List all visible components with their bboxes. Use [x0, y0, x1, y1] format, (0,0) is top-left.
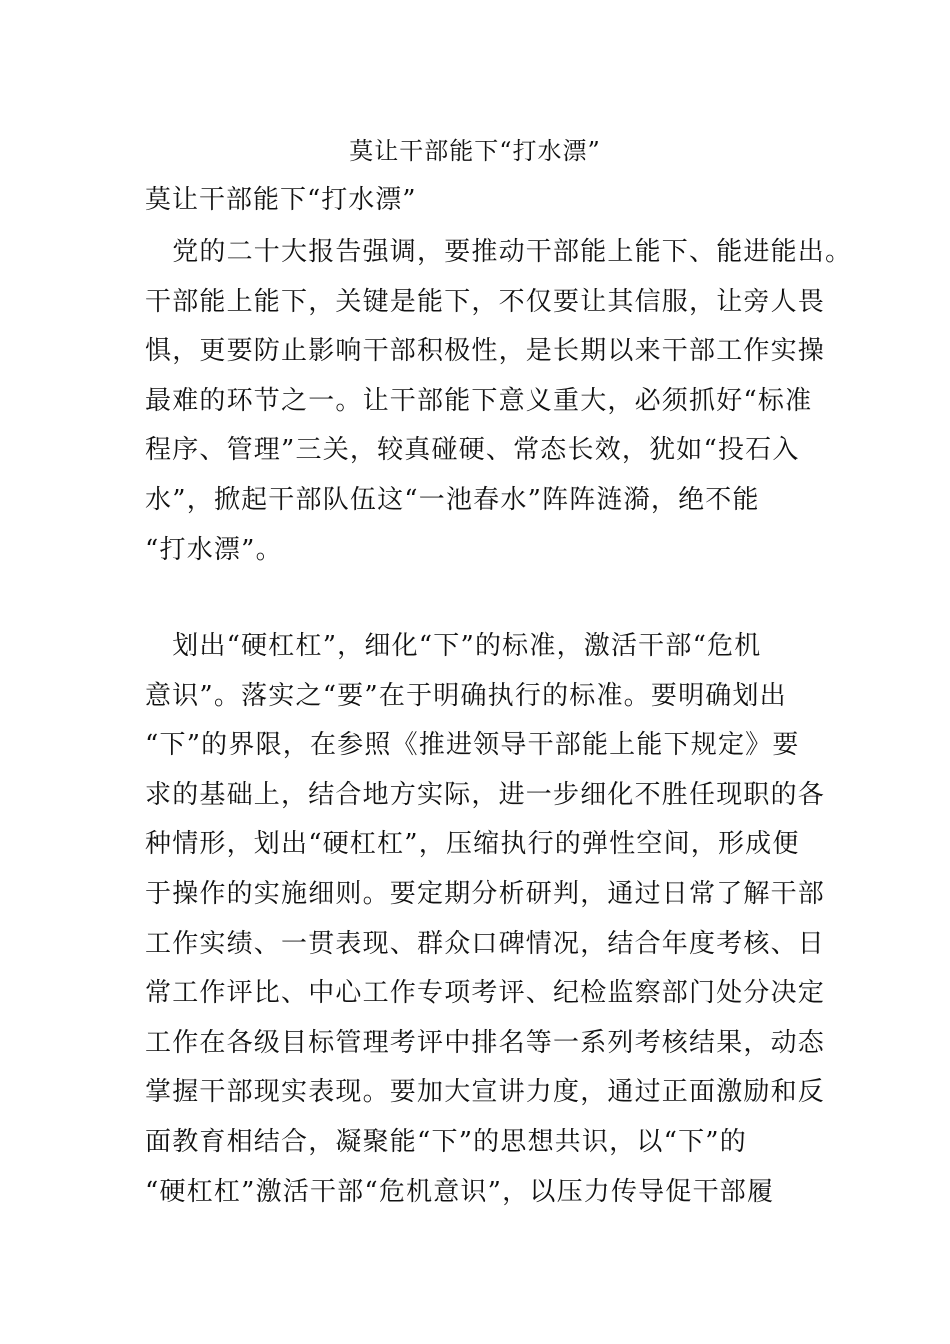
- paragraph-line: 干部能上能下，关键是能下，不仅要让其信服，让旁人畏: [145, 286, 826, 317]
- document-title: 莫让干部能下“打水漂”: [349, 137, 601, 165]
- paragraph-line: 划出“硬杠杠”，细化“下”的标准，激活干部“危机: [145, 631, 762, 661]
- paragraph-line: 工作实绩、一贯表现、群众口碑情况，结合年度考核、日: [145, 928, 826, 959]
- document-subtitle: 莫让干部能下“打水漂”: [145, 185, 417, 215]
- paragraph-line: 求的基础上，结合地方实际，进一步细化不胜任现职的各: [145, 779, 826, 810]
- paragraph-line: 种情形，划出“硬杠杠”，压缩执行的弹性空间，形成便: [145, 829, 800, 860]
- paragraph-2: [145, 622, 825, 1217]
- paragraph-line: 程序、管理”三关，较真碰硬、常态长效，犹如“投石入: [145, 435, 800, 466]
- paragraph-line: “下”的界限，在参照《推进领导干部能上能下规定》要: [145, 730, 800, 761]
- paragraph-line: 最难的环节之一。让干部能下意义重大，必须抓好“标准: [145, 385, 813, 416]
- paragraph-line: 惧，更要防止影响干部积极性，是长期以来干部工作实操: [145, 336, 826, 367]
- paragraph-line: “打水漂”。: [145, 534, 283, 565]
- paragraph-line: 于操作的实施细则。要定期分析研判，通过日常了解干部: [145, 878, 826, 909]
- paragraph-line: 意识”。落实之“要”在于明确执行的标准。要明确划出: [145, 680, 787, 711]
- paragraph-line: 党的二十大报告强调，要推动干部能上能下、能进能出。: [145, 237, 853, 267]
- paragraph-line: 面教育相结合，凝聚能“下”的思想共识，以“下”的: [145, 1126, 747, 1157]
- paragraph-1: [145, 228, 853, 575]
- paragraph-line: 掌握干部现实表现。要加大宣讲力度，通过正面激励和反: [145, 1077, 826, 1108]
- paragraph-line: 水”，掀起干部队伍这“一池春水”阵阵涟漪，绝不能: [145, 484, 760, 515]
- paragraph-line: 工作在各级目标管理考评中排名等一系列考核结果，动态: [145, 1027, 826, 1058]
- paragraph-line: “硬杠杠”激活干部“危机意识”，以压力传导促干部履: [145, 1176, 775, 1207]
- paragraph-line: 常工作评比、中心工作专项考评、纪检监察部门处分决定: [145, 978, 826, 1009]
